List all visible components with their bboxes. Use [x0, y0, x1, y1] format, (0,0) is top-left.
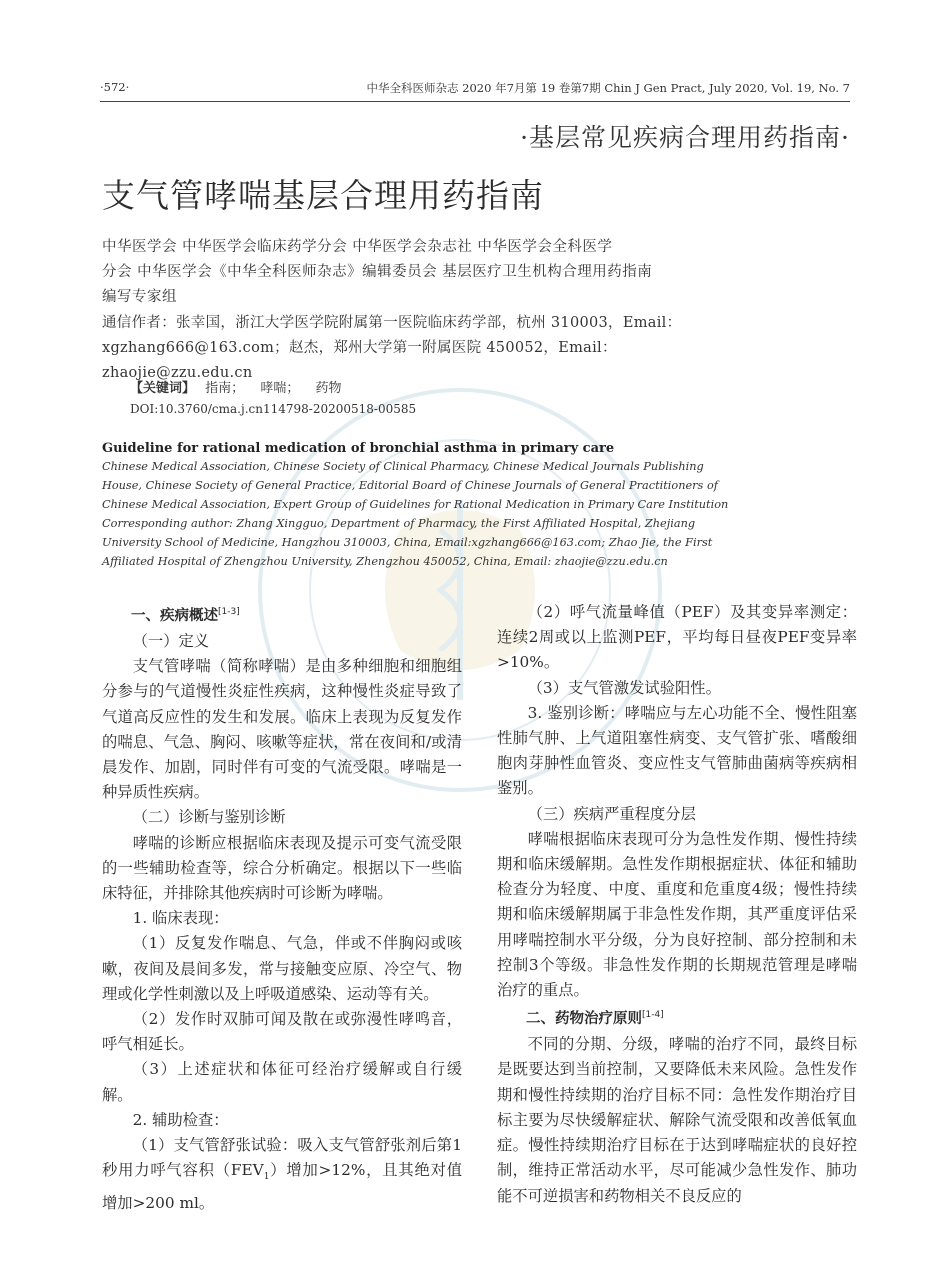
english-line: University School of Medicine, Hangzhou 310003, China, Email:xgzhang666@163.com; Zhao Jie, the First [102, 536, 713, 549]
correspondence-block [102, 311, 722, 386]
keywords-label: 【关键词】 [130, 381, 196, 396]
subsection-heading: （三）疾病严重程度分层 [527, 804, 696, 823]
paragraph: （2）呼气流量峰值（PEF）及其变异率测定：连续2周或以上监测PEF，平均每日昼夜PEF变异率>10%。 [497, 603, 857, 672]
paragraph: （3）支气管激发试验阳性。 [527, 678, 721, 697]
body-column-left [102, 600, 462, 1216]
subsection-heading: （一）定义 [132, 632, 210, 651]
list-heading: 2. 辅助检查： [132, 1110, 229, 1129]
paragraph: 支气管哮喘（简称哮喘）是由多种细胞和细胞组分参与的气道慢性炎症性疾病，这种慢性炎症导致了气道高反应性的发生和发展。临床上表现为反复发作的喘息、气急、胸闷、咳嗽等症状，常在夜间和/或清晨发作、加剧，同时伴有可变的气流受限。哮喘是一种异质性疾病。 [102, 657, 462, 802]
section-heading: 一、疾病概述[1-3] [131, 607, 240, 624]
english-title: Guideline for rational medication of bronchial asthma in primary care [102, 441, 615, 456]
english-line: Chinese Medical Association, Chinese Society of Clinical Pharmacy, Chinese Medical Journals Publishing [102, 460, 704, 473]
keyword: 指南； [205, 381, 245, 396]
paragraph: （1）支气管舒张试验：吸入支气管舒张剂后第1秒用力呼气容积$(FEV_1)$增加>12%，且其绝对值增加>200 ml。 [102, 1136, 463, 1212]
article-title: 支气管哮喘基层合理用药指南 [102, 176, 544, 215]
paragraph: 3. 鉴别诊断：哮喘应与左心功能不全、慢性阻塞性肺气肿、上气道阻塞性病变、支气管扩张、嗜酸细胞肉芽肿性血管炎、变应性支气管肺曲菌病等疾病相鉴别。 [497, 703, 857, 798]
subsection-heading: （二）诊断与鉴别诊断 [132, 808, 286, 827]
running-header [100, 78, 850, 100]
authors-line: 分会 中华医学会《中华全科医师杂志》编辑委员会 基层医疗卫生机构合理用药指南 [102, 264, 653, 280]
section-heading: 二、药物治疗原则[1-4] [526, 1010, 664, 1028]
journal-citation: 中华全科医师杂志 2020 年7月第 19 卷第7期 Chin J Gen Pract, July 2020, Vol. 19, No. 7 [366, 81, 850, 95]
english-abstract-block [102, 457, 729, 571]
paragraph: （3）上述症状和体征可经治疗缓解或自行缓解。 [102, 1060, 462, 1104]
correspondence-line: 通信作者：张幸国，浙江大学医学院附属第一医院临床药学部，杭州 310003，Email： [102, 315, 682, 331]
correspondence-line: xgzhang666@163.com；赵杰，郑州大学第一附属医院 450052，Email：zhaojie@zzu.edu.cn [102, 340, 617, 381]
authors-line: 中华医学会 中华医学会临床药学分会 中华医学会杂志社 中华医学会全科医学 [102, 239, 613, 255]
paragraph: 哮喘的诊断应根据临床表现及提示可变气流受限的一些辅助检查等，综合分析确定。根据以下一些临床特征，并排除其他疾病时可诊断为哮喘。 [102, 833, 462, 903]
keyword: 哮喘； [260, 381, 300, 396]
body-column-right [497, 600, 857, 1209]
citation-ref: [1-4] [642, 1010, 664, 1021]
authors-line: 编写专家组 [102, 289, 177, 305]
keywords [130, 377, 353, 396]
english-line: Corresponding author: Zhang Xingguo, Department of Pharmacy, the First Affiliated Hospital, Zhejiang [102, 517, 696, 530]
english-line: House, Chinese Society of General Practice, Editorial Board of Chinese Journals of General Practitioners of [102, 479, 718, 492]
authors-block [102, 235, 712, 310]
english-line: Chinese Medical Association, Expert Group of Guidelines for Rational Medication in Primary Care Institution [102, 498, 729, 511]
paragraph: 哮喘根据临床表现可分为急性发作期、慢性持续期和临床缓解期。急性发作期根据症状、体征和辅助检查分为轻度、中度、重度和危重度4级；慢性持续期和临床缓解期属于非急性发作期，其严重度评估采用哮喘控制水平分级，分为良好控制、部分控制和未控制3个等级。非急性发作期的长期规范管理是哮喘治疗的重点。 [497, 829, 857, 1000]
header-rule [100, 101, 850, 102]
paragraph: （1）反复发作喘息、气急，伴或不伴胸闷或咳嗽，夜间及晨间多发，常与接触变应原、冷空气、物理或化学性刺激以及上呼吸道感染、运动等有关。 [102, 934, 462, 1003]
keyword: 药物 [315, 381, 342, 396]
citation-ref: [1-3] [218, 607, 240, 617]
column-title: ·基层常见疾病合理用药指南· [520, 123, 850, 152]
doi: DOI:10.3760/cma.j.cn114798-20200518-00585 [130, 402, 417, 416]
english-line: Affiliated Hospital of Zhengzhou University, Zhengzhou 450052, China, Email: zhaojie@zzu.edu.cn [102, 555, 668, 568]
list-heading: 1. 临床表现： [132, 909, 229, 928]
paragraph: 不同的分期、分级，哮喘的治疗不同，最终目标是既要达到当前控制，又要降低未来风险。急性发作期和慢性持续期的治疗目标不同：急性发作期治疗目标主要为尽快缓解症状、解除气流受限和改善低氧血症。慢性持续期治疗目标在于达到哮喘症状的良好控制，维持正常活动水平，尽可能减少急性发作、肺功能不可逆损害和药物相关不良反应的 [497, 1035, 857, 1205]
paragraph: （2）发作时双肺可闻及散在或弥漫性哮鸣音，呼气相延长。 [102, 1010, 462, 1054]
page-number: ·572· [100, 80, 130, 94]
